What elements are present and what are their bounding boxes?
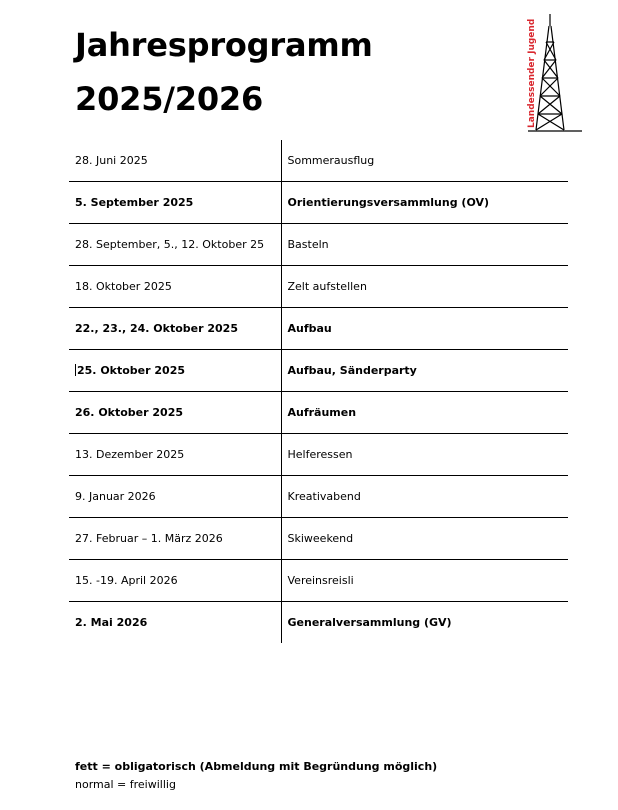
schedule-event: Orientierungsversammlung (OV)	[281, 182, 568, 224]
schedule-date-text: 25. Oktober 2025	[77, 364, 186, 377]
text-cursor	[75, 364, 76, 376]
schedule-event: Aufbau, Sänderparty	[281, 350, 568, 392]
table-row	[69, 602, 568, 644]
schedule-body	[69, 140, 568, 643]
schedule-event: Kreativabend	[281, 476, 568, 518]
table-row	[69, 182, 568, 224]
schedule-table	[69, 140, 568, 643]
schedule-date: 27. Februar – 1. März 2026	[69, 518, 281, 560]
legend-mandatory: fett = obligatorisch (Abmeldung mit Begründung möglich)	[75, 760, 438, 773]
schedule-event: Sommerausflug	[281, 140, 568, 182]
table-row	[69, 224, 568, 266]
schedule-date: 22., 23., 24. Oktober 2025	[69, 308, 281, 350]
schedule-date: 13. Dezember 2025	[69, 434, 281, 476]
legend-optional: normal = freiwillig	[75, 778, 176, 791]
schedule-date: 18. Oktober 2025	[69, 266, 281, 308]
legend	[75, 758, 437, 794]
table-row	[69, 140, 568, 182]
schedule-event: Aufbau	[281, 308, 568, 350]
schedule-event: Vereinsreisli	[281, 560, 568, 602]
schedule-event: Zelt aufstellen	[281, 266, 568, 308]
table-row	[69, 350, 568, 392]
title-line-1: Jahresprogramm	[75, 26, 373, 64]
table-row	[69, 560, 568, 602]
schedule-date	[69, 350, 281, 392]
table-row	[69, 266, 568, 308]
schedule-date: 28. September, 5., 12. Oktober 25	[69, 224, 281, 266]
schedule-event: Basteln	[281, 224, 568, 266]
schedule-date: 2. Mai 2026	[75, 616, 148, 629]
page-title	[75, 18, 373, 126]
schedule-date: 5. September 2025	[69, 182, 281, 224]
schedule-date: 26. Oktober 2025	[69, 392, 281, 434]
logo-text: Landessender Jugend	[527, 18, 537, 128]
schedule-date: 28. Juni 2025	[69, 140, 281, 182]
table-row	[69, 434, 568, 476]
table-row	[69, 476, 568, 518]
schedule-date: 9. Januar 2026	[69, 476, 281, 518]
table-row	[69, 392, 568, 434]
schedule-event: Helferessen	[281, 434, 568, 476]
title-line-2: 2025/2026	[75, 80, 264, 118]
schedule-date: 15. -19. April 2026	[69, 560, 281, 602]
schedule-event: Aufräumen	[281, 392, 568, 434]
table-row	[69, 518, 568, 560]
schedule-event: Skiweekend	[281, 518, 568, 560]
schedule-event: Generalversammlung (GV)	[281, 602, 568, 644]
radio-tower-logo	[522, 12, 588, 134]
table-row	[69, 308, 568, 350]
